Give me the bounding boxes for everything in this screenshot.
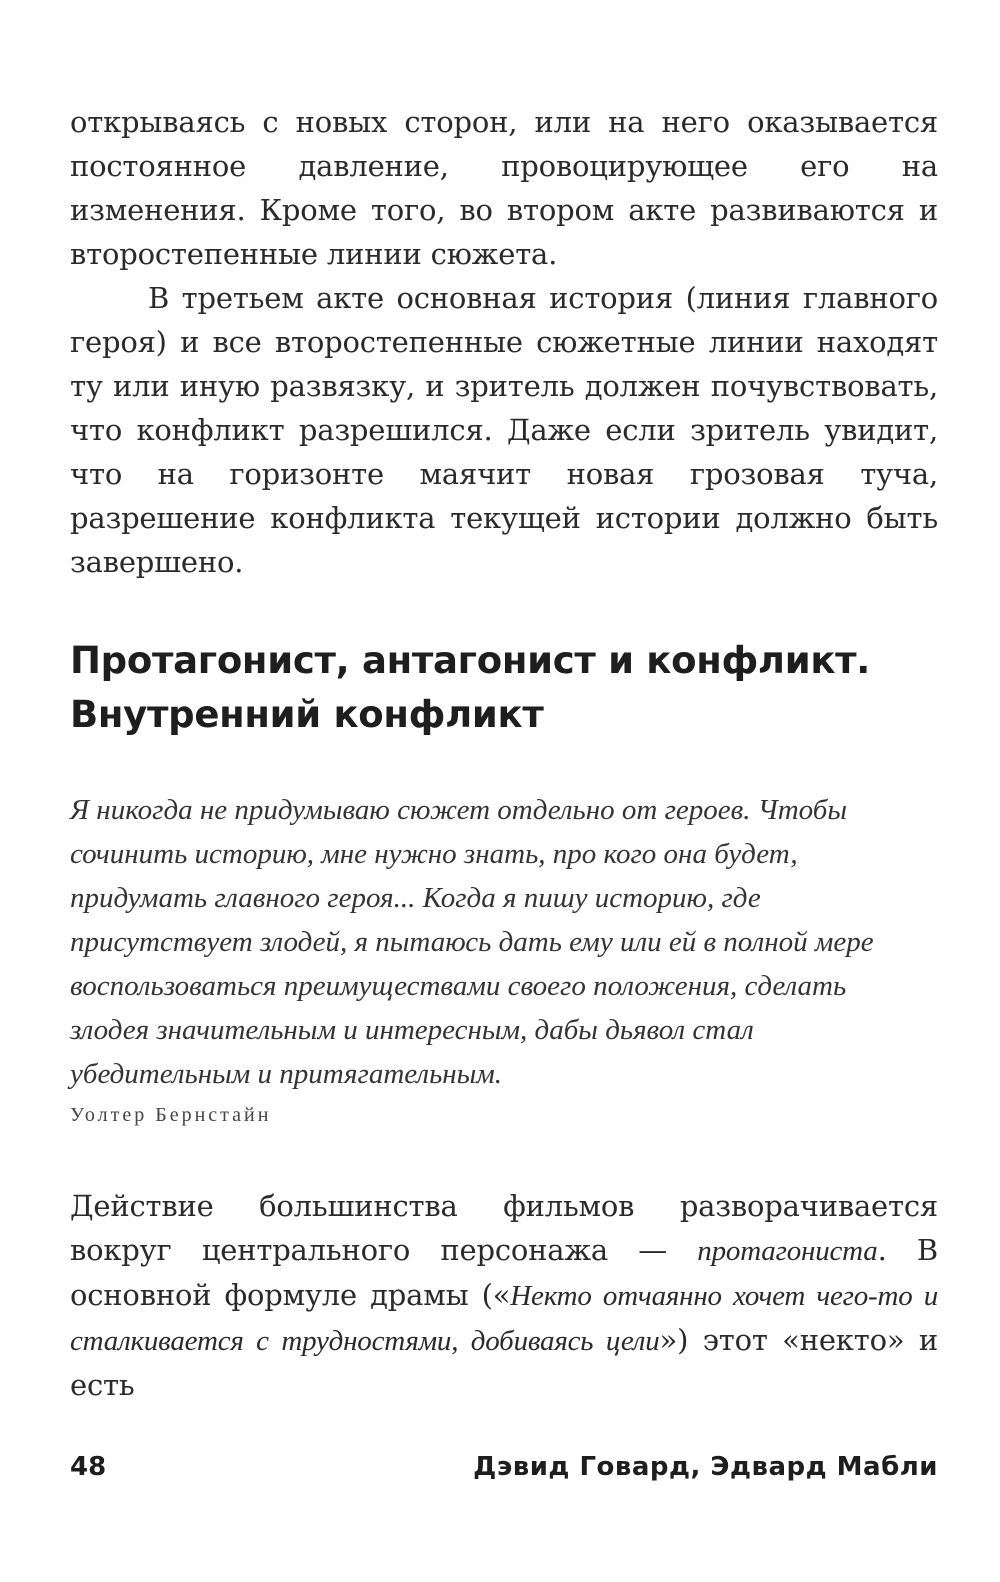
epigraph-line: злодея значительным и интересным, дабы дьявол стал: [70, 1014, 754, 1046]
epigraph-line: сочинить историю, мне нужно знать, про кого она будет,: [70, 838, 798, 870]
epigraph-line: Я никогда не придумываю сюжет отдельно от героев. Чтобы: [70, 794, 847, 826]
paragraph-continuation: открываясь с новых сторон, или на него оказывается постоянное давление, провоцирующее его на изменения. Кроме того, во втором акте развиваются и второстепенные линии сюжета.: [70, 105, 938, 271]
drama-formula: Некто отчаянно хочет чего-то и сталкивается с трудностями, добиваясь цели: [70, 1280, 939, 1357]
epigraph-line: придумать главного героя... Когда я пишу историю, где: [70, 882, 761, 914]
paragraph-text: Действие большинства фильмов разворачивается вокруг центрального персонажа —: [70, 1189, 938, 1267]
paragraph-protagonist: [70, 1184, 938, 1407]
section-heading-line-2: Внутренний конфликт: [70, 693, 544, 736]
epigraph-line: воспользоваться преимуществами своего положения, сделать: [70, 970, 847, 1002]
term-protagonist: протагониста: [697, 1235, 878, 1267]
epigraph-author: Уолтер Бернстайн: [70, 1104, 272, 1126]
epigraph-quote: [70, 788, 930, 1096]
section-heading-line-1: Протагонист, антагонист и конфликт.: [70, 639, 871, 682]
epigraph-line: убедительным и притягательным.: [70, 1058, 503, 1090]
section-heading: [70, 634, 950, 742]
epigraph-line: присутствует злодей, я пытаюсь дать ему или ей в полной мере: [70, 926, 874, 958]
paragraph-text: . В основной формуле драмы («: [70, 1233, 938, 1312]
running-head-authors: Дэвид Говард, Эдвард Мабли: [473, 1452, 938, 1482]
page-number: 48: [70, 1452, 107, 1482]
paragraph-third-act: В третьем акте основная история (линия главного героя) и все второстепенные сюжетные линии находят ту или иную развязку, и зритель должен почувствовать, что конфликт разрешился. Даже если зритель увидит, что на горизонте маячит новая грозовая туча, разрешение конфликта текущей истории должно быть завершено.: [70, 281, 938, 579]
paragraph-text: ») этот «некто» и есть: [70, 1323, 938, 1402]
